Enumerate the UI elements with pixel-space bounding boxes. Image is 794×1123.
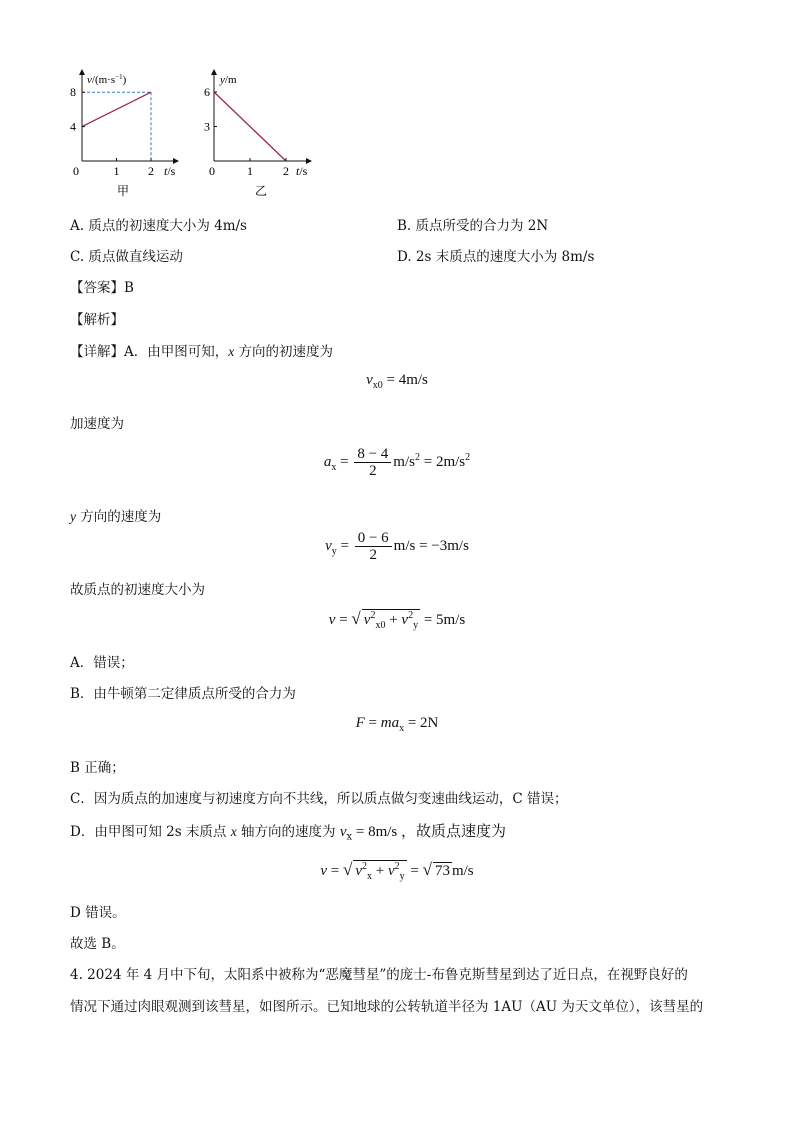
accel-label: 加速度为 — [70, 416, 124, 432]
origin-label: 0 — [73, 164, 79, 178]
figure-caption: 甲 — [117, 184, 130, 198]
y-tick-label-6: 6 — [204, 85, 210, 99]
x-axis-label: t/s — [164, 164, 176, 178]
c-text: C．因为质点的加速度与初速度方向不共线，所以质点做匀变速曲线运动，C 错误； — [70, 791, 568, 807]
analysis-label: 【解析】 — [70, 312, 124, 328]
initial-speed-label: 故质点的初速度大小为 — [70, 582, 205, 598]
equation-vx0: $v_{x0} = 4m/s$ — [366, 372, 428, 391]
x-tick-label-1: 1 — [247, 164, 253, 178]
equation-v-final: v = √ $v^2_x + v^2_y$ = √ 73 m/s — [320, 860, 474, 882]
d-intro: D．由甲图可知 2s 末质点 x 轴方向的速度为 $v_x = 8m/s$ ，故质点速度为 — [70, 824, 507, 843]
x-tick-label-1: 1 — [113, 164, 120, 178]
figure-yi — [196, 64, 331, 199]
figure-jia — [60, 64, 195, 199]
y-tick-label-3: 3 — [204, 119, 210, 134]
origin-label: 0 — [209, 164, 215, 178]
x-tick-label-2: 2 — [148, 164, 154, 178]
data-line — [214, 92, 286, 161]
y-axis-label: $v/(m\cdot s^{-1})$ — [87, 73, 127, 86]
d-wrong: D 错误。 — [70, 905, 126, 921]
question-4-line-2: 情况下通过肉眼观测到该彗星，如图所示。已知地球的公转轨道半径为 1AU（AU 为天文单位），该彗星的 — [70, 999, 704, 1015]
equation-vy: $v_y$ = $\frac{0 - 6}{2}$ m/s = −3m/s — [325, 530, 469, 563]
answer: 【答案】B — [70, 280, 134, 296]
option-c: C. 质点做直线运动 — [70, 249, 183, 265]
y-axis-label: y/m — [220, 74, 237, 86]
choose-b: 故选 B。 — [70, 936, 125, 952]
x-axis-label: t/s — [296, 164, 308, 178]
x-tick-label-2: 2 — [283, 164, 289, 178]
option-a: A. 质点的初速度大小为 4m/s — [70, 218, 247, 234]
option-d: D. 2s 末质点的速度大小为 8m/s — [397, 249, 595, 265]
figure-caption: 乙 — [255, 184, 268, 198]
a-wrong: A．错误； — [70, 655, 134, 671]
option-b: B. 质点所受的合力为 2N — [397, 218, 549, 234]
y-velocity-label: y 方向的速度为 — [70, 509, 162, 525]
y-tick-label-8: 8 — [70, 85, 76, 100]
equation-ax: $a_x$ = $\frac{8 - 4}{2}$ $m/s^2 = 2m/s^2$ — [323, 446, 471, 479]
detail-intro: 【详解】A．由甲图可知，x 方向的初速度为 — [70, 344, 334, 360]
b-intro: B．由牛顿第二定律质点所受的合力为 — [70, 686, 296, 702]
y-tick-label-4: 4 — [70, 119, 76, 134]
question-4-line-1: 4. 2024 年 4 月中下旬，太阳系中被称为“恶魔彗星”的庞士-布鲁克斯彗星到达了近日点，在视野良好的 — [70, 967, 688, 983]
equation-f: $F = ma_x = 2N$ — [355, 715, 439, 734]
b-right: B 正确； — [70, 760, 125, 776]
data-line — [82, 92, 151, 126]
equation-v: v = √ $v^2_{x0} + v^2_y = 5m/s$ — [328, 609, 466, 631]
